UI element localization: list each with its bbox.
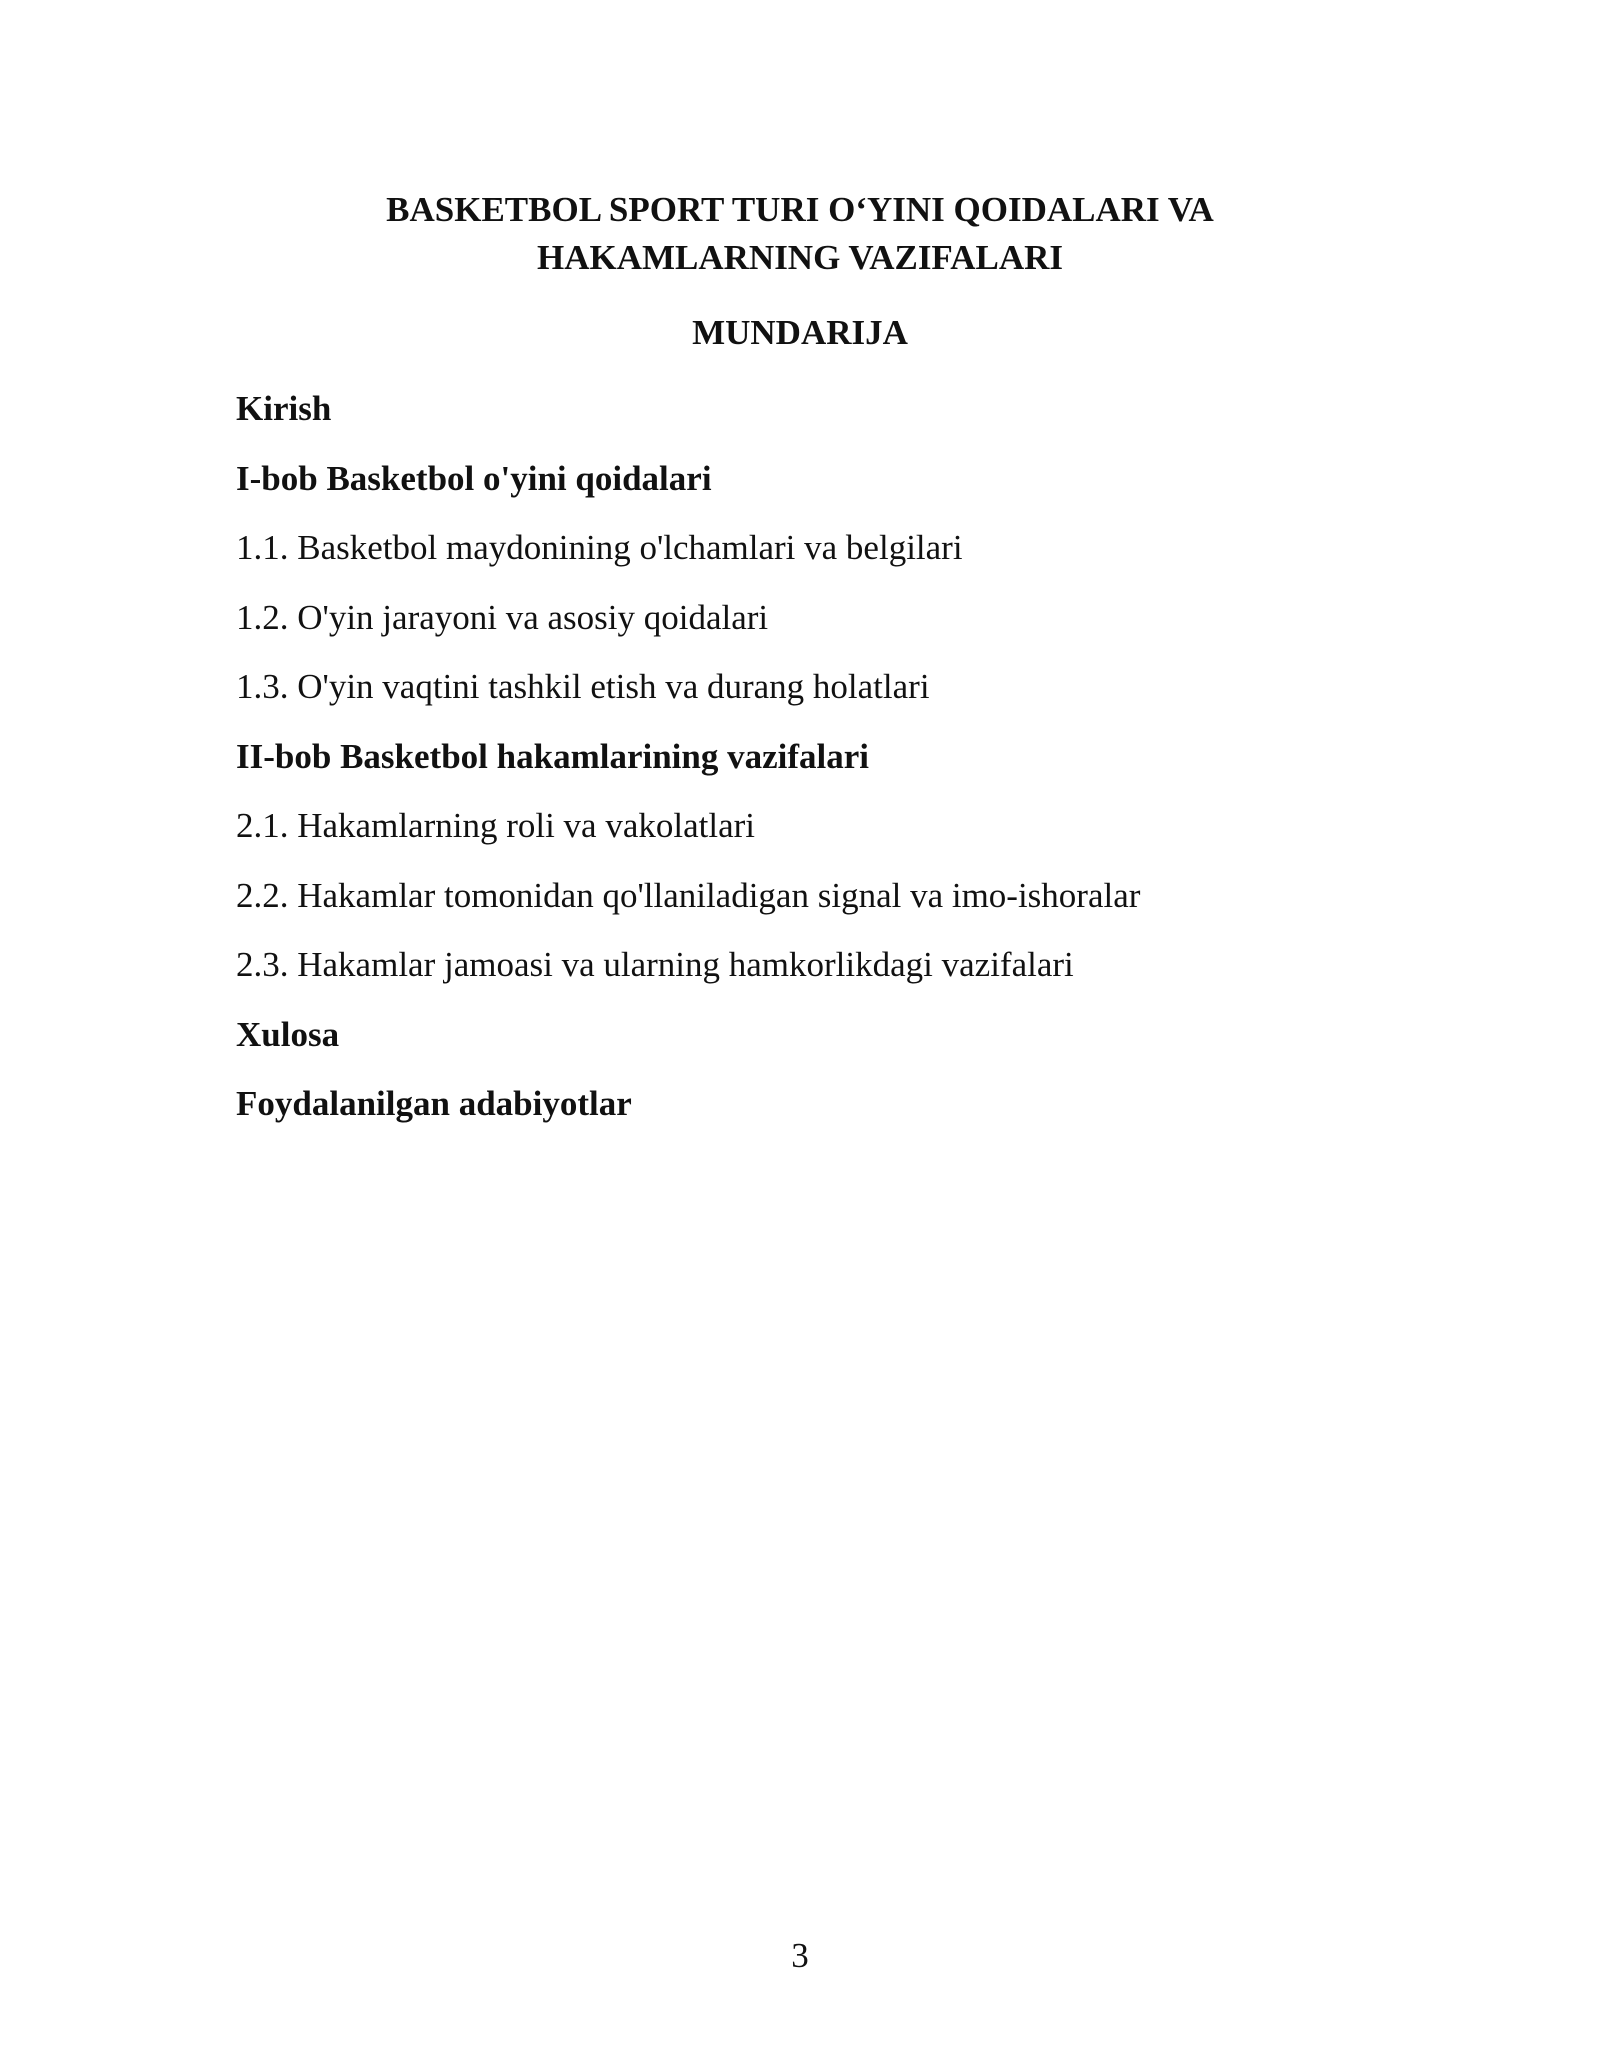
toc-entry-introduction: Kirish (236, 389, 332, 428)
toc-entry-section-2-1: 2.1. Hakamlarning roli va vakolatlari (236, 806, 756, 845)
toc-entry-section-1-2: 1.2. O'yin jarayoni va asosiy qoidalari (236, 597, 769, 637)
document-title (236, 186, 1364, 282)
toc-entry-chapter-1: I-bob Basketbol o'yini qoidalari (236, 458, 712, 498)
toc-heading: MUNDARIJA (692, 313, 908, 352)
document-title-line-1: BASKETBOL SPORT TURI O‘YINI QOIDALARI VA (386, 190, 1214, 229)
document-title-line-2: HAKAMLARNING VAZIFALARI (536, 238, 1064, 277)
toc-entry-chapter-2: II-bob Basketbol hakamlarining vazifalari (236, 736, 870, 776)
table-of-contents (236, 385, 1386, 1150)
toc-entry-section-2-2: 2.2. Hakamlar tomonidan qo'llaniladigan signal va imo-ishoralar (236, 875, 1141, 915)
toc-entry-references: Foydalanilgan adabiyotlar (236, 1084, 632, 1123)
toc-entry-section-2-3: 2.3. Hakamlar jamoasi va ularning hamkorlikdagi vazifalari (236, 945, 1074, 984)
page-number: 3 (791, 1936, 809, 1975)
toc-entry-section-1-3: 1.3. O'yin vaqtini tashkil etish va durang holatlari (236, 667, 930, 706)
toc-entry-conclusion: Xulosa (236, 1014, 340, 1054)
toc-entry-section-1-1: 1.1. Basketbol maydonining o'lchamlari va belgilari (236, 528, 963, 567)
